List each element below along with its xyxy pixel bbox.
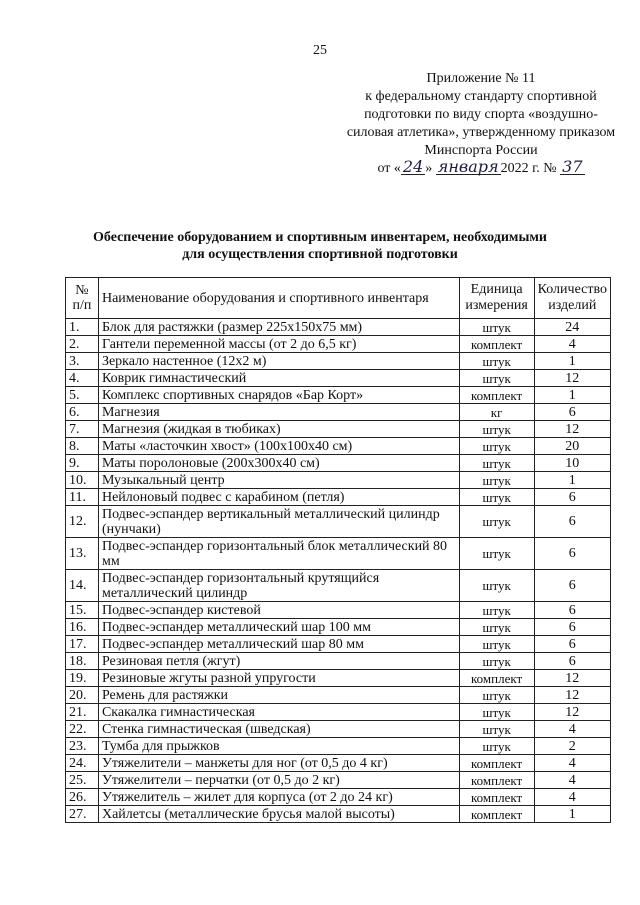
table-row — [66, 687, 611, 704]
row-num: 5. — [66, 387, 99, 404]
page-number: 25 — [313, 43, 327, 58]
table-row — [66, 489, 611, 506]
row-num: 21. — [66, 704, 99, 721]
appendix-line: к федеральному стандарту спортивной — [365, 89, 597, 104]
row-num: 10. — [66, 472, 99, 489]
table-row — [66, 755, 611, 772]
appendix-block — [336, 70, 626, 178]
year-part: 2022 г. № — [500, 161, 561, 176]
row-name: Подвес-эспандер горизонтальный блок металлический 80 мм — [98, 538, 459, 570]
row-qty: 6 — [534, 489, 610, 506]
date-mid: » — [425, 161, 436, 176]
row-qty: 12 — [534, 421, 610, 438]
row-name: Утяжелитель – жилет для корпуса (от 2 до 24 кг) — [98, 789, 459, 806]
row-unit: штук — [459, 687, 534, 704]
row-unit: кг — [459, 404, 534, 421]
table-row — [66, 772, 611, 789]
row-unit: штук — [459, 438, 534, 455]
table-row — [66, 806, 611, 823]
row-qty: 6 — [534, 570, 610, 602]
table-row — [66, 472, 611, 489]
inventory-table — [65, 277, 611, 823]
table-row — [66, 636, 611, 653]
table-row — [66, 704, 611, 721]
row-qty: 4 — [534, 789, 610, 806]
row-unit: комплект — [459, 806, 534, 823]
handwritten-day: 24 — [402, 157, 424, 176]
row-qty: 1 — [534, 472, 610, 489]
row-num: 18. — [66, 653, 99, 670]
row-qty: 12 — [534, 670, 610, 687]
row-num: 2. — [66, 336, 99, 353]
table-row — [66, 404, 611, 421]
row-num: 7. — [66, 421, 99, 438]
row-name: Стенка гимнастическая (шведская) — [98, 721, 459, 738]
header-unit: Единица измерения — [459, 278, 534, 319]
row-name: Резиновые жгуты разной упругости — [98, 670, 459, 687]
table-row — [66, 670, 611, 687]
table-row — [66, 336, 611, 353]
row-name: Музыкальный центр — [98, 472, 459, 489]
title-line-2: для осуществления спортивной подготовки — [182, 247, 458, 262]
row-num: 6. — [66, 404, 99, 421]
row-unit: штук — [459, 653, 534, 670]
row-qty: 12 — [534, 687, 610, 704]
row-num: 17. — [66, 636, 99, 653]
row-num: 15. — [66, 602, 99, 619]
row-unit: штук — [459, 472, 534, 489]
row-name: Маты «ласточкин хвост» (100х100х40 см) — [98, 438, 459, 455]
row-unit: штук — [459, 421, 534, 438]
row-qty: 12 — [534, 704, 610, 721]
row-qty: 1 — [534, 387, 610, 404]
row-unit: комплект — [459, 789, 534, 806]
row-name: Подвес-эспандер металлический шар 80 мм — [98, 636, 459, 653]
row-unit: комплект — [459, 755, 534, 772]
row-qty: 6 — [534, 619, 610, 636]
row-unit: штук — [459, 489, 534, 506]
appendix-line: подготовки по виду спорта «воздушно- — [364, 107, 598, 122]
row-num: 9. — [66, 455, 99, 472]
row-qty: 6 — [534, 404, 610, 421]
row-num: 3. — [66, 353, 99, 370]
row-unit: комплект — [459, 336, 534, 353]
row-qty: 4 — [534, 755, 610, 772]
row-name: Нейлоновый подвес с карабином (петля) — [98, 489, 459, 506]
table-row — [66, 570, 611, 602]
row-name: Подвес-эспандер металлический шар 100 мм — [98, 619, 459, 636]
table-row — [66, 653, 611, 670]
row-unit: штук — [459, 721, 534, 738]
row-qty: 10 — [534, 455, 610, 472]
row-qty: 4 — [534, 336, 610, 353]
order-date-line — [336, 157, 626, 178]
table-row — [66, 738, 611, 755]
appendix-line: силовая атлетика», утвержденному приказом — [346, 125, 616, 140]
row-unit: штук — [459, 319, 534, 336]
table-row — [66, 353, 611, 370]
row-name: Магнезия — [98, 404, 459, 421]
row-num: 12. — [66, 506, 99, 538]
row-num: 19. — [66, 670, 99, 687]
row-name: Утяжелители – перчатки (от 0,5 до 2 кг) — [98, 772, 459, 789]
row-num: 20. — [66, 687, 99, 704]
row-num: 16. — [66, 619, 99, 636]
table-row — [66, 721, 611, 738]
row-num: 27. — [66, 806, 99, 823]
handwritten-order-number: 37 — [562, 157, 583, 176]
row-name: Гантели переменной массы (от 2 до 6,5 кг) — [98, 336, 459, 353]
table-row — [66, 602, 611, 619]
handwritten-month: января — [437, 157, 499, 176]
row-name: Утяжелители – манжеты для ног (от 0,5 до 4 кг) — [98, 755, 459, 772]
row-unit: штук — [459, 602, 534, 619]
table-row — [66, 619, 611, 636]
row-unit: комплект — [459, 670, 534, 687]
row-qty: 20 — [534, 438, 610, 455]
table-header-row — [66, 278, 611, 319]
title-line-1: Обеспечение оборудованием и спортивным инвентарем, необходимыми — [93, 230, 547, 245]
row-unit: штук — [459, 353, 534, 370]
row-qty: 1 — [534, 806, 610, 823]
row-unit: штук — [459, 538, 534, 570]
row-unit: комплект — [459, 772, 534, 789]
row-qty: 24 — [534, 319, 610, 336]
row-num: 23. — [66, 738, 99, 755]
row-qty: 1 — [534, 353, 610, 370]
row-unit: штук — [459, 704, 534, 721]
row-num: 13. — [66, 538, 99, 570]
table-row — [66, 421, 611, 438]
row-qty: 6 — [534, 653, 610, 670]
row-qty: 2 — [534, 738, 610, 755]
row-unit: комплект — [459, 387, 534, 404]
header-name: Наименование оборудования и спортивного инвентаря — [98, 278, 459, 319]
row-qty: 6 — [534, 506, 610, 538]
row-qty: 4 — [534, 721, 610, 738]
row-name: Скакалка гимнастическая — [98, 704, 459, 721]
row-num: 4. — [66, 370, 99, 387]
document-title — [0, 229, 640, 263]
appendix-line: Минспорта России — [424, 143, 538, 158]
row-num: 1. — [66, 319, 99, 336]
row-unit: штук — [459, 636, 534, 653]
table-row — [66, 455, 611, 472]
row-qty: 12 — [534, 370, 610, 387]
row-name: Хайлетсы (металлические брусья малой высоты) — [98, 806, 459, 823]
table-row — [66, 438, 611, 455]
table-row — [66, 370, 611, 387]
row-name: Подвес-эспандер кистевой — [98, 602, 459, 619]
table-row — [66, 319, 611, 336]
header-num: № п/п — [66, 278, 99, 319]
row-num: 22. — [66, 721, 99, 738]
row-unit: штук — [459, 506, 534, 538]
table-row — [66, 789, 611, 806]
row-name: Резиновая петля (жгут) — [98, 653, 459, 670]
row-num: 8. — [66, 438, 99, 455]
row-name: Подвес-эспандер горизонтальный крутящийся металлический цилиндр — [98, 570, 459, 602]
row-num: 11. — [66, 489, 99, 506]
row-num: 25. — [66, 772, 99, 789]
row-unit: штук — [459, 619, 534, 636]
row-qty: 6 — [534, 602, 610, 619]
row-num: 26. — [66, 789, 99, 806]
row-name: Коврик гимнастический — [98, 370, 459, 387]
date-prefix: от « — [377, 161, 401, 176]
table-row — [66, 387, 611, 404]
header-qty: Количество изделий — [534, 278, 610, 319]
row-name: Подвес-эспандер вертикальный металлический цилиндр (нунчаки) — [98, 506, 459, 538]
row-name: Блок для растяжки (размер 225х150х75 мм) — [98, 319, 459, 336]
row-name: Тумба для прыжков — [98, 738, 459, 755]
row-name: Магнезия (жидкая в тюбиках) — [98, 421, 459, 438]
row-num: 14. — [66, 570, 99, 602]
row-name: Зеркало настенное (12х2 м) — [98, 353, 459, 370]
table-row — [66, 538, 611, 570]
appendix-line: Приложение № 11 — [426, 71, 536, 86]
row-name: Ремень для растяжки — [98, 687, 459, 704]
row-unit: штук — [459, 370, 534, 387]
row-unit: штук — [459, 738, 534, 755]
row-num: 24. — [66, 755, 99, 772]
row-qty: 4 — [534, 772, 610, 789]
row-qty: 6 — [534, 636, 610, 653]
row-unit: штук — [459, 570, 534, 602]
row-unit: штук — [459, 455, 534, 472]
row-name: Комплекс спортивных снарядов «Бар Корт» — [98, 387, 459, 404]
row-name: Маты поролоновые (200х300х40 см) — [98, 455, 459, 472]
table-row — [66, 506, 611, 538]
row-qty: 6 — [534, 538, 610, 570]
